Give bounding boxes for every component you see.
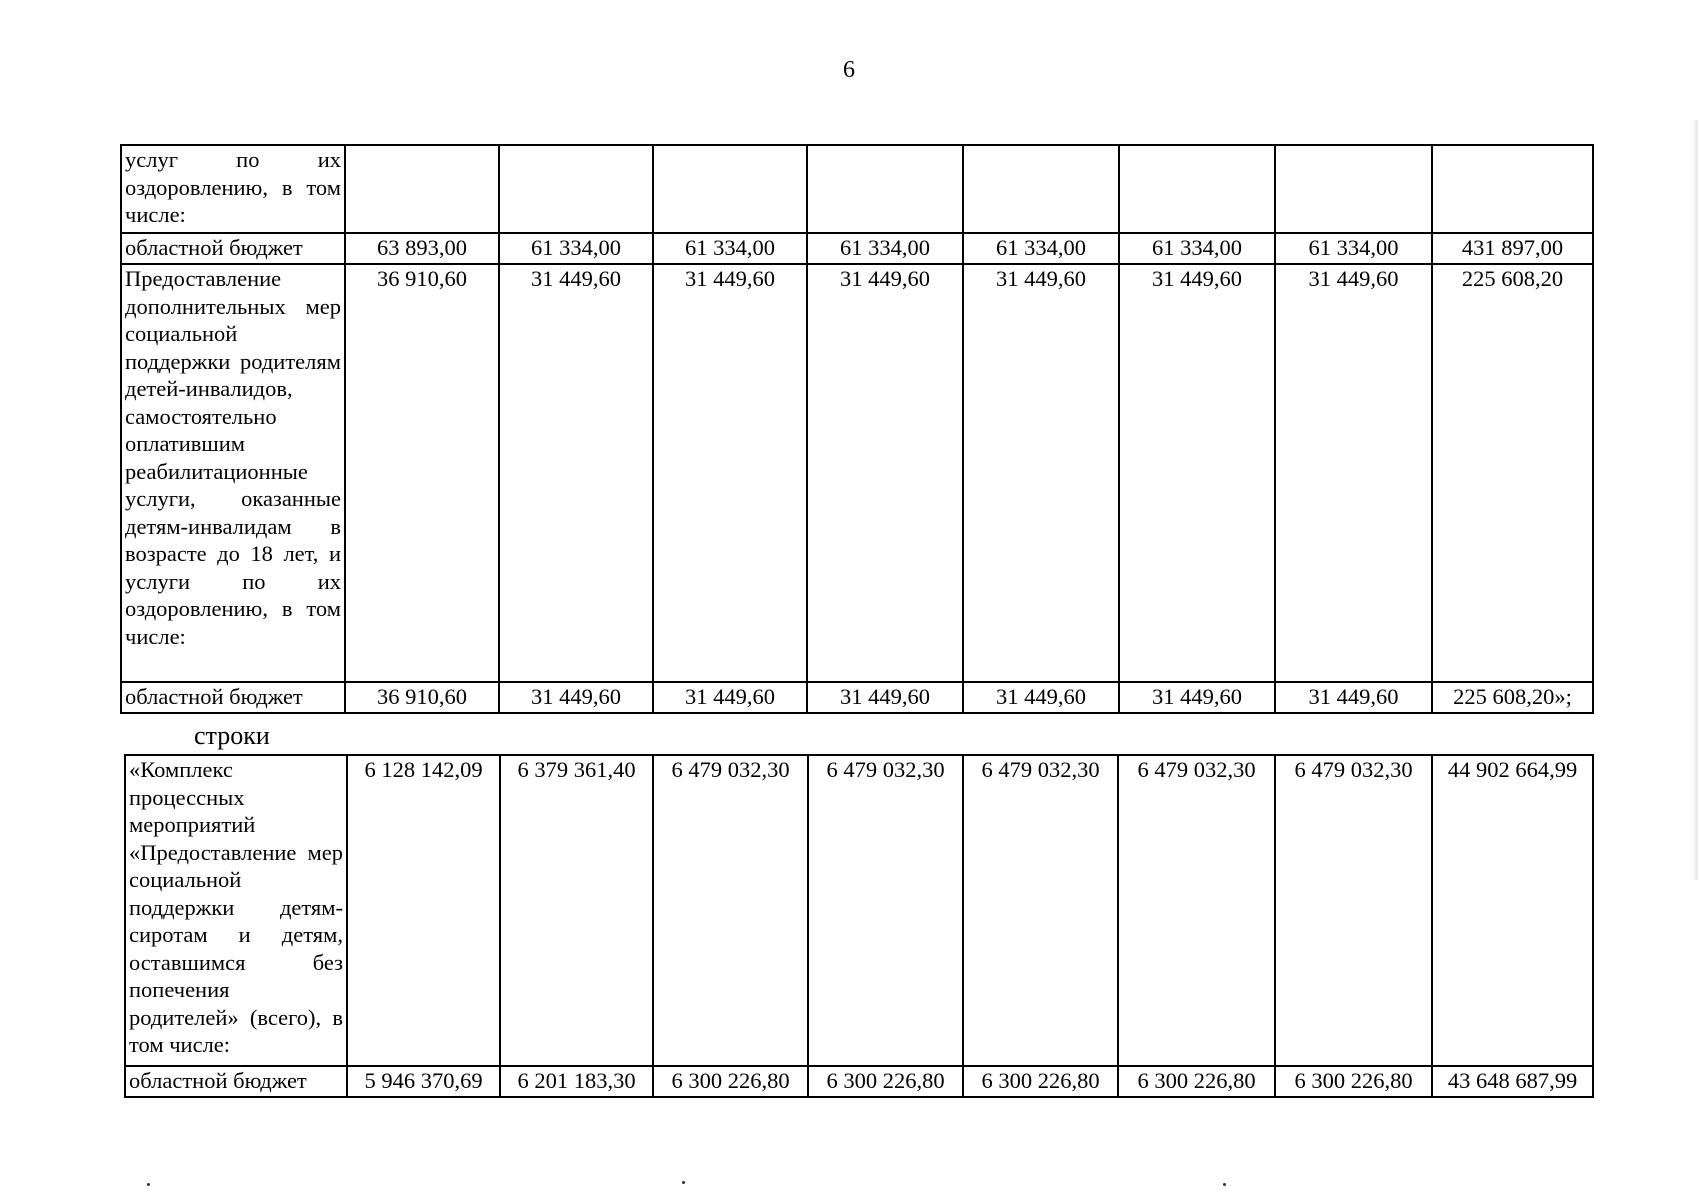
value-cell: 31 449,60: [807, 682, 963, 713]
value-cell: 44 902 664,99: [1432, 755, 1593, 1066]
value-cell: 6 300 226,80: [1275, 1066, 1432, 1097]
value-cell: 61 334,00: [1119, 233, 1275, 264]
scan-dot: [1223, 1183, 1226, 1186]
value-cell: 63 893,00: [345, 233, 499, 264]
value-cell: 6 479 032,30: [1118, 755, 1275, 1066]
value-cell: 6 201 183,30: [500, 1066, 653, 1097]
value-cell: 6 479 032,30: [963, 755, 1118, 1066]
value-cell: 31 449,60: [499, 682, 653, 713]
value-cell: 36 910,60: [345, 264, 499, 682]
value-cell: 43 648 687,99: [1432, 1066, 1593, 1097]
value-cell: [1275, 145, 1432, 233]
value-cell: 31 449,60: [807, 264, 963, 682]
row-label: областной бюджет: [121, 233, 345, 264]
value-cell: 225 608,20»;: [1432, 682, 1593, 713]
table-row: [121, 682, 1593, 713]
value-cell: 31 449,60: [1119, 682, 1275, 713]
row-label: областной бюджет: [125, 1066, 347, 1097]
value-cell: 6 300 226,80: [808, 1066, 963, 1097]
value-cell: 61 334,00: [499, 233, 653, 264]
value-cell: 5 946 370,69: [347, 1066, 500, 1097]
value-cell: 36 910,60: [345, 682, 499, 713]
table-row: [125, 755, 1593, 1066]
value-cell: 31 449,60: [1275, 264, 1432, 682]
table-row: [125, 1066, 1593, 1097]
table-row: [121, 233, 1593, 264]
scan-edge-shadow: [1692, 120, 1698, 880]
value-cell: 61 334,00: [963, 233, 1119, 264]
value-cell: 6 300 226,80: [963, 1066, 1118, 1097]
value-cell: 6 479 032,30: [808, 755, 963, 1066]
value-cell: [807, 145, 963, 233]
row-label: Предоставление дополнительных мер социальной поддержки родителям детей-инвалидов, самостоятельно оплатившим реабилитационные услуги, оказанные детям-инвалидам в возрасте до 18 лет, и услуги по их оздоровлению, в том числе:: [121, 264, 345, 682]
value-cell: 225 608,20: [1432, 264, 1593, 682]
value-cell: 61 334,00: [807, 233, 963, 264]
value-cell: 6 300 226,80: [1118, 1066, 1275, 1097]
value-cell: 31 449,60: [653, 682, 807, 713]
page-number: 6: [843, 57, 855, 83]
value-cell: 61 334,00: [1275, 233, 1432, 264]
section-caption: строки: [194, 721, 270, 750]
scan-dot: [147, 1183, 150, 1186]
budget-table-continuation: [120, 144, 1594, 714]
value-cell: 6 300 226,80: [653, 1066, 808, 1097]
table-row: [121, 145, 1593, 233]
value-cell: [963, 145, 1119, 233]
table-row: [121, 264, 1593, 682]
scan-dot: [682, 1181, 685, 1184]
value-cell: 6 479 032,30: [653, 755, 808, 1066]
value-cell: 31 449,60: [1119, 264, 1275, 682]
value-cell: 6 128 142,09: [347, 755, 500, 1066]
value-cell: 31 449,60: [963, 682, 1119, 713]
row-label: «Комплекс процессных мероприятий «Предоставление мер социальной поддержки детям-сиротам и детям, оставшимся без попечения родителей» (всего), в том числе:: [125, 755, 347, 1066]
budget-table-replacement: [124, 754, 1594, 1098]
value-cell: 61 334,00: [653, 233, 807, 264]
value-cell: [653, 145, 807, 233]
value-cell: 6 479 032,30: [1275, 755, 1432, 1066]
value-cell: 31 449,60: [1275, 682, 1432, 713]
row-label: областной бюджет: [121, 682, 345, 713]
value-cell: [499, 145, 653, 233]
value-cell: [1119, 145, 1275, 233]
value-cell: 31 449,60: [963, 264, 1119, 682]
value-cell: [345, 145, 499, 233]
value-cell: 31 449,60: [653, 264, 807, 682]
value-cell: 31 449,60: [499, 264, 653, 682]
row-label: услуг по их оздоровлению, в том числе:: [121, 145, 345, 233]
value-cell: 431 897,00: [1432, 233, 1593, 264]
value-cell: [1432, 145, 1593, 233]
value-cell: 6 379 361,40: [500, 755, 653, 1066]
